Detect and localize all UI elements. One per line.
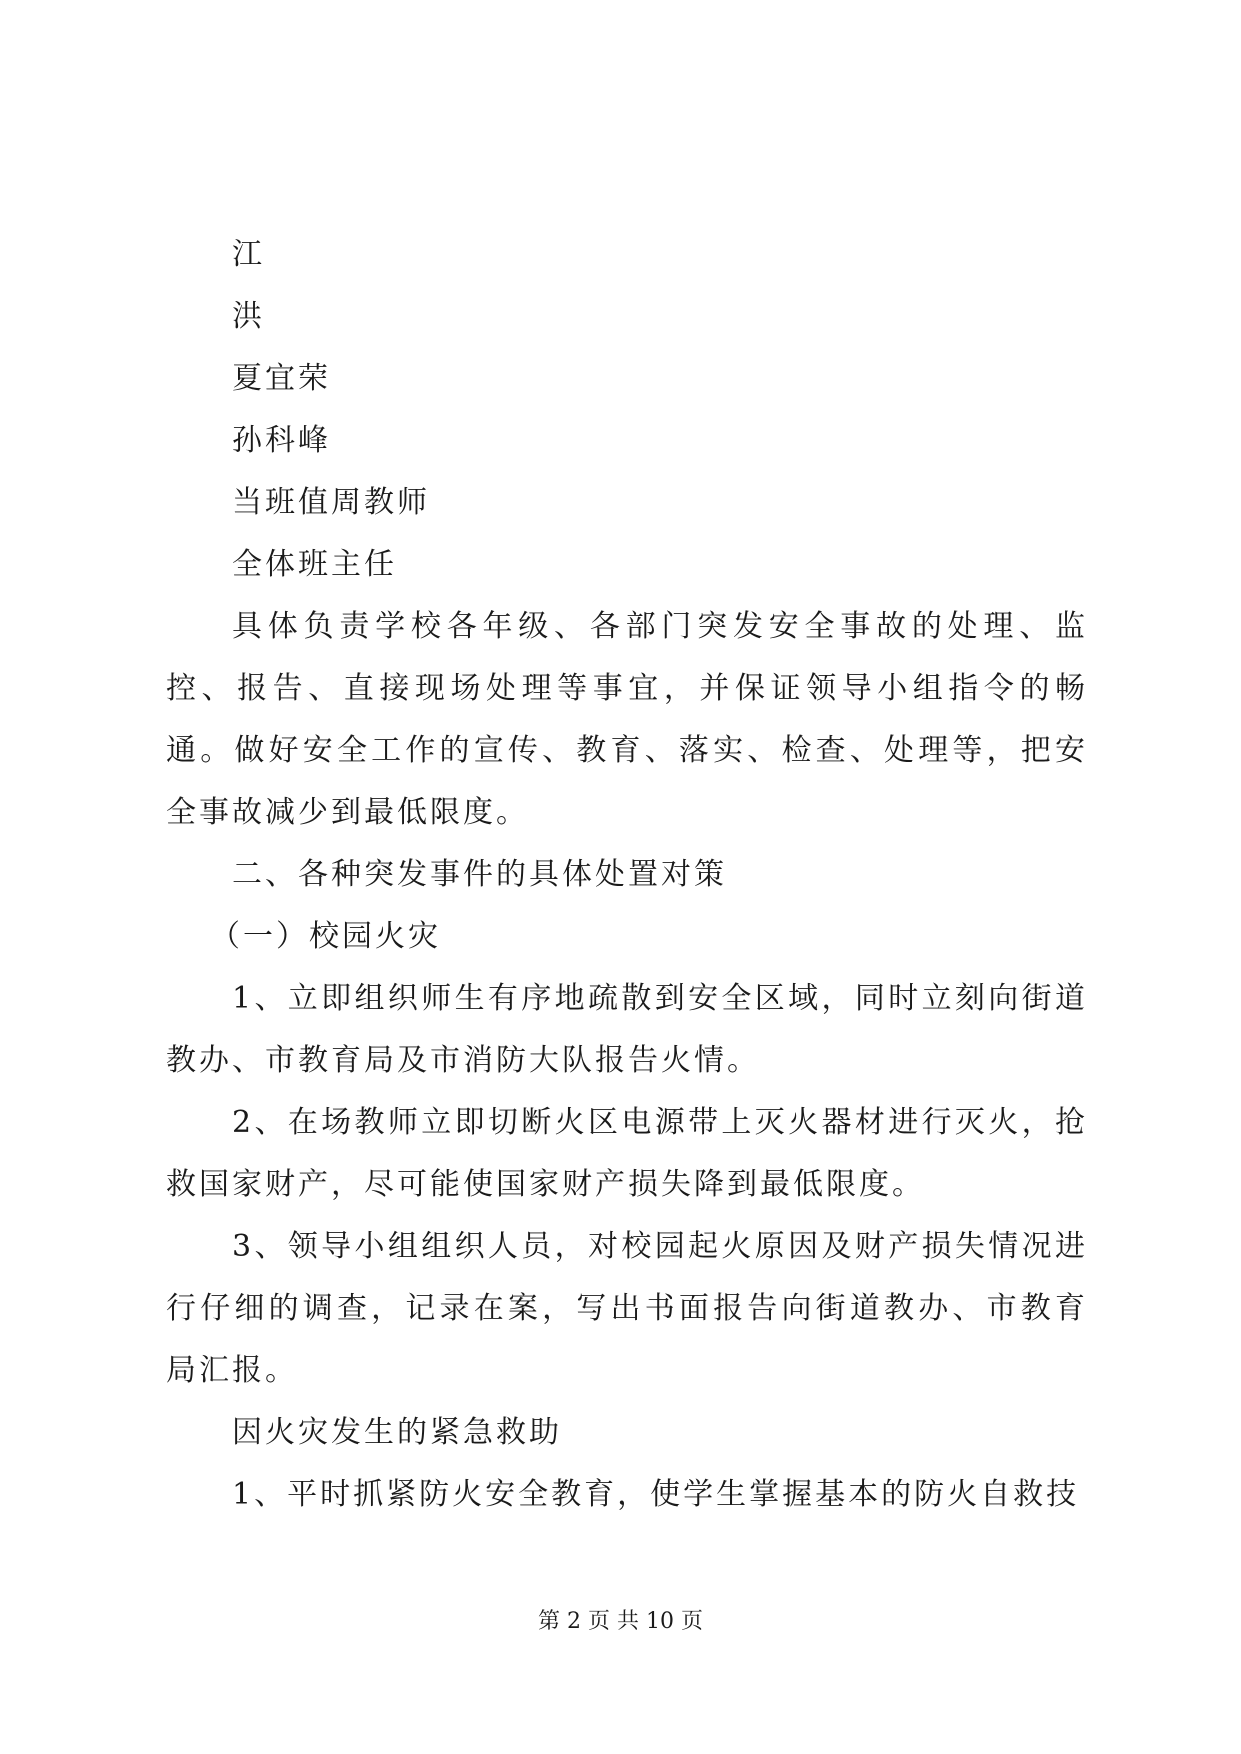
- page-footer: 第 2 页 共 10 页: [538, 1609, 703, 1634]
- responsibility-paragraph: 具体负责学校各年级、各部门突发安全事故的处理、监控、报告、直接现场处理等事宜，并保证领导小组指令的畅通。做好安全工作的宣传、教育、落实、检查、处理等，把安全事故减少到最低限度。: [166, 609, 1088, 830]
- subsection-heading: （一）校园火灾: [210, 919, 441, 954]
- name-line: 孙科峰: [232, 423, 331, 458]
- list-item: 1、平时抓紧防火安全教育，使学生掌握基本的防火自救技: [232, 1477, 1080, 1512]
- name-line: 当班值周教师: [232, 485, 430, 520]
- list-item: 3、领导小组组织人员，对校园起火原因及财产损失情况进行仔细的调查，记录在案，写出书面报告向街道教办、市教育局汇报。: [166, 1229, 1088, 1388]
- name-line: 夏宜荣: [232, 361, 331, 396]
- name-line: 江: [232, 237, 265, 272]
- subheading: 因火灾发生的紧急救助: [232, 1415, 562, 1450]
- list-item: 1、立即组织师生有序地疏散到安全区域，同时立刻向街道教办、市教育局及市消防大队报告火情。: [166, 981, 1088, 1078]
- document-body: [166, 224, 1088, 1526]
- name-line: 全体班主任: [232, 547, 397, 582]
- section-heading: 二、各种突发事件的具体处置对策: [232, 857, 727, 892]
- list-item: 2、在场教师立即切断火区电源带上灭火器材进行灭火，抢救国家财产，尽可能使国家财产损失降到最低限度。: [166, 1105, 1088, 1202]
- name-line: 洪: [232, 299, 265, 334]
